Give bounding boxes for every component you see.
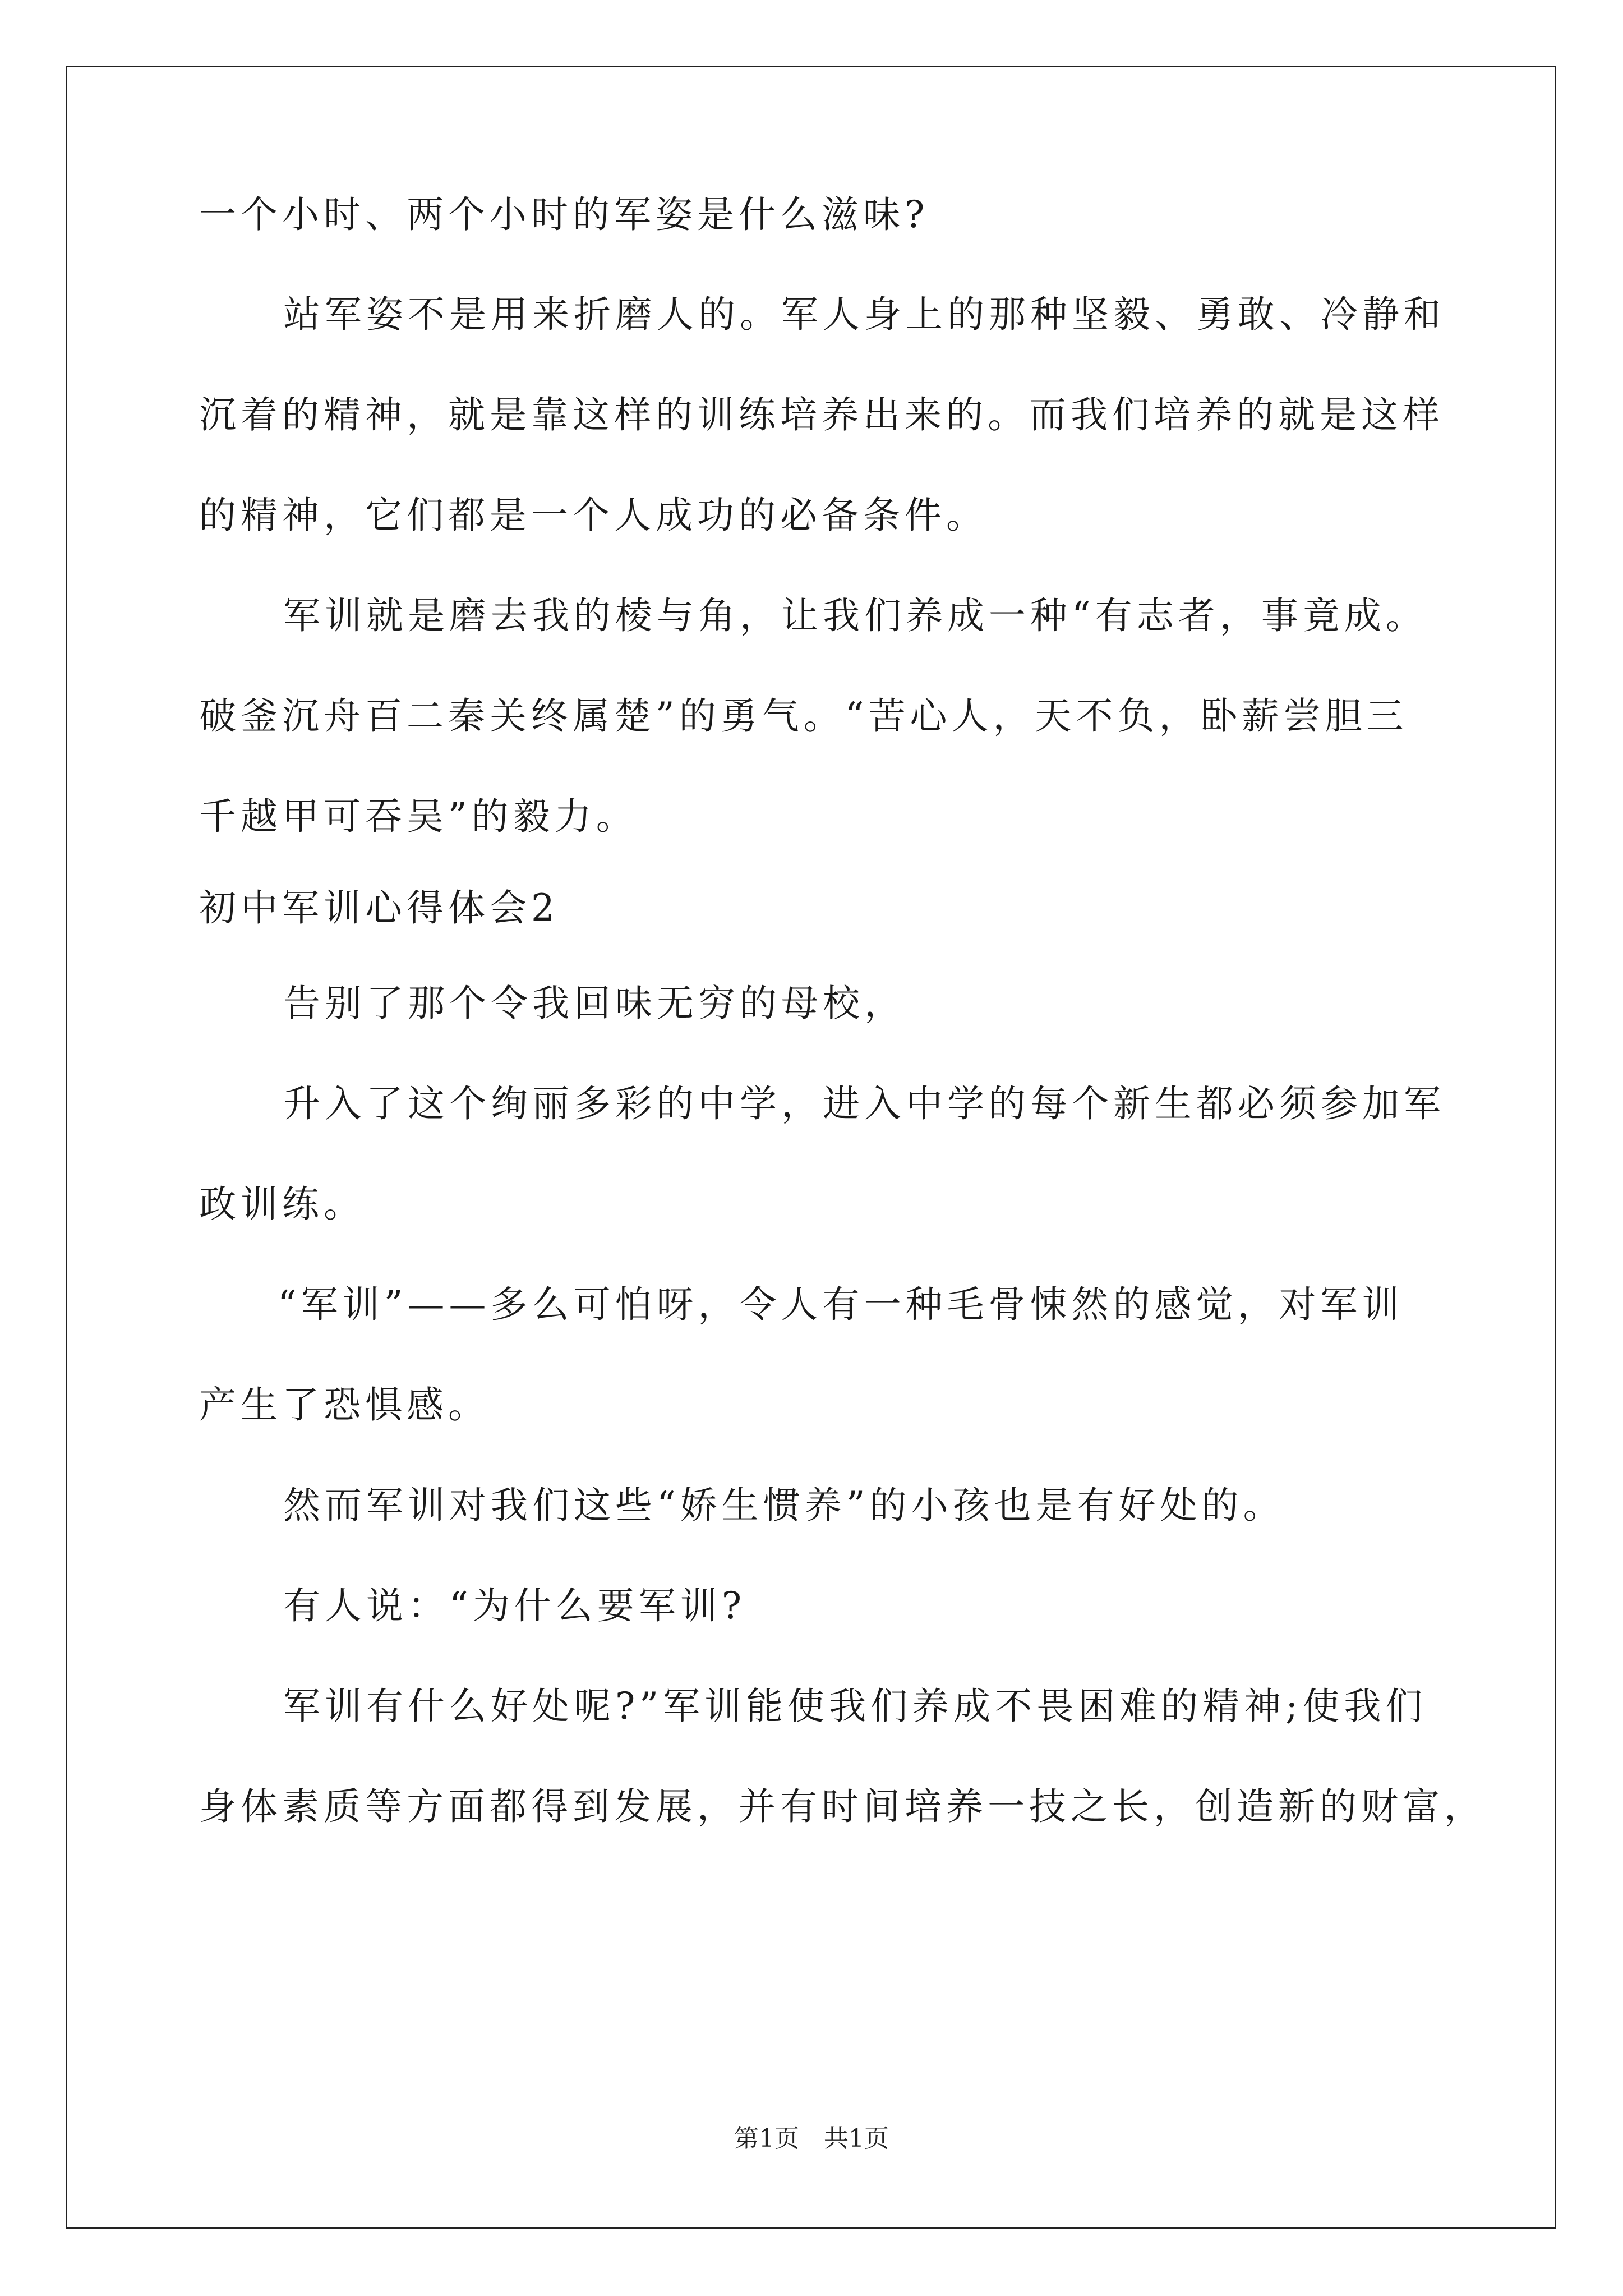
text-line: 破釜沉舟百二秦关终属楚”的勇气。“苦心人，天不负，卧薪尝胆三 (199, 694, 1408, 738)
text-line: 升入了这个绚丽多彩的中学，进入中学的每个新生都必须参加军 (283, 1082, 1445, 1125)
page-border (66, 66, 1556, 2229)
text-line: 告别了那个令我回味无穷的母校， (283, 982, 906, 1025)
text-line: 然而军训对我们这些“娇生惯养”的小孩也是有好处的。 (283, 1484, 1285, 1527)
page-footer: 第1页 共1页 (734, 2124, 889, 2153)
text-line: 一个小时、两个小时的军姿是什么滋味? (199, 193, 929, 236)
text-line: 千越甲可吞吴”的毅力。 (199, 795, 638, 838)
text-line: 政训练。 (199, 1182, 365, 1226)
text-line: 产生了恐惧感。 (199, 1383, 490, 1427)
text-line: 军训就是磨去我的棱与角，让我们养成一种“有志者，事竟成。 (283, 594, 1427, 637)
text-line: 沉着的精神，就是靠这样的训练培养出来的。而我们培养的就是这样 (199, 393, 1444, 436)
text-line: “军训”——多么可怕呀，令人有一种毛骨悚然的感觉，对军训 (278, 1283, 1404, 1326)
text-line: 有人说：“为什么要军训? (283, 1584, 746, 1627)
text-line: 军训有什么好处呢?”军训能使我们养成不畏困难的精神;使我们 (283, 1685, 1427, 1728)
text-line: 站军姿不是用来折磨人的。军人身上的那种坚毅、勇敢、冷静和 (283, 293, 1445, 336)
text-line: 身体素质等方面都得到发展，并有时间培养一技之长，创造新的财富， (199, 1785, 1486, 1828)
section-heading: 初中军训心得体会2 (199, 886, 559, 930)
text-line: 的精神，它们都是一个人成功的必备条件。 (199, 494, 988, 537)
